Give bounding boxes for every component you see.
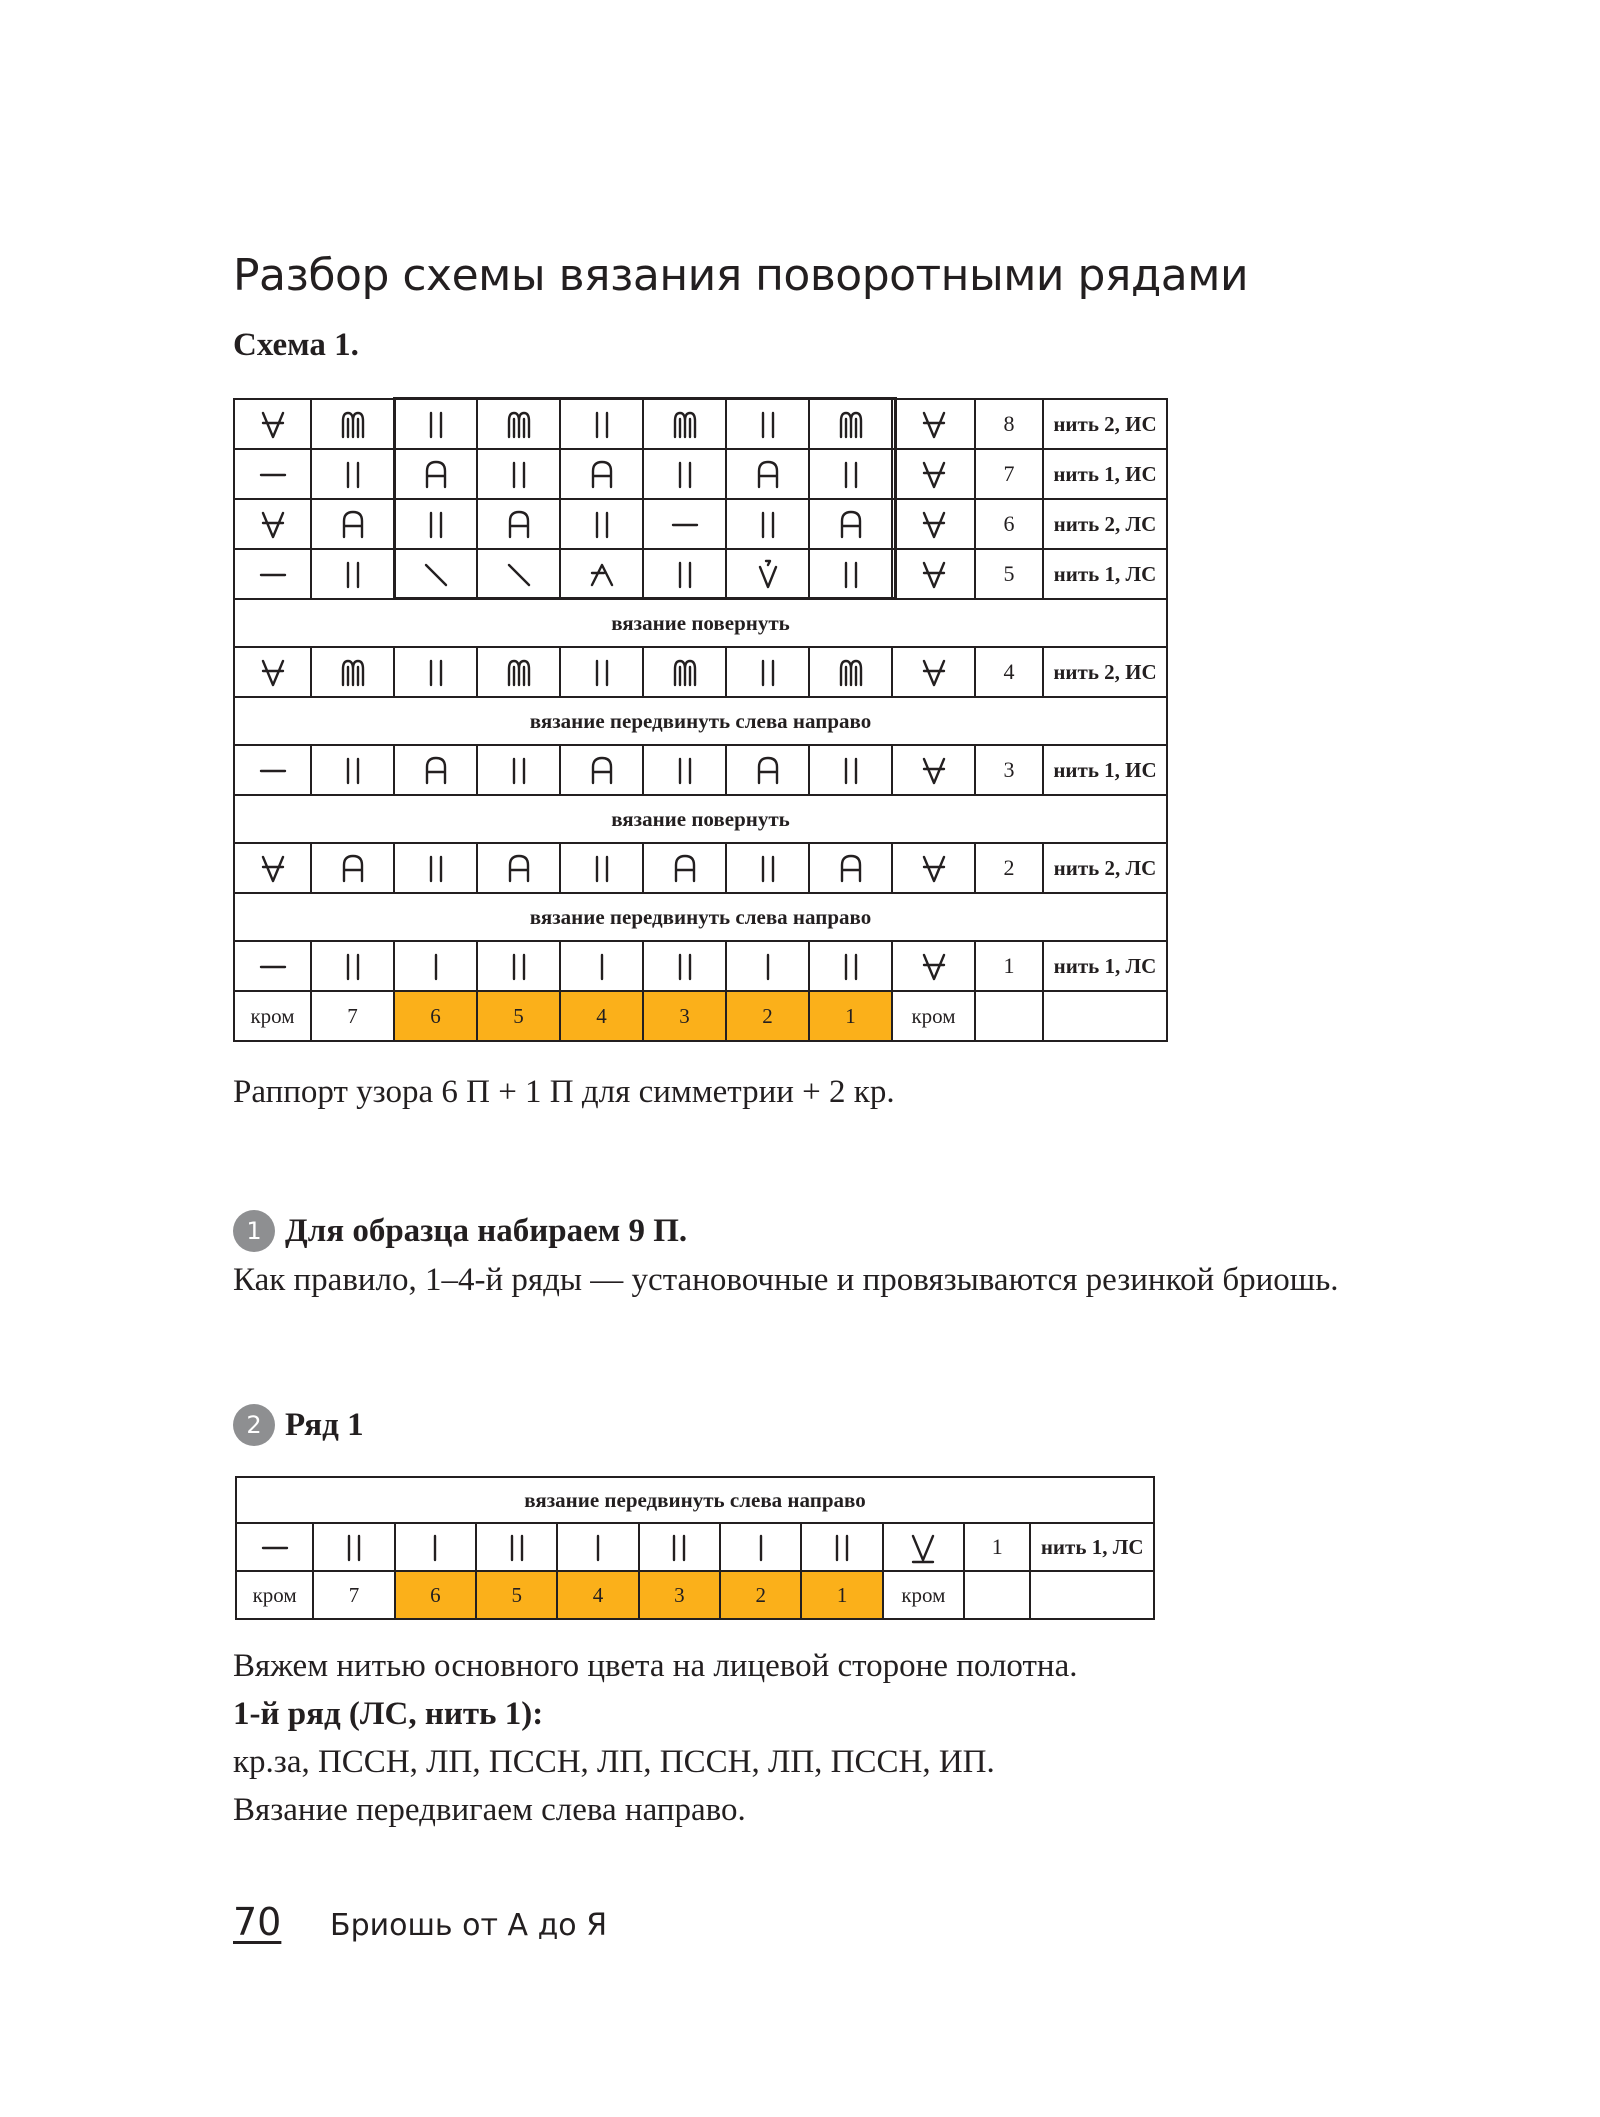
double-bar-icon [754, 655, 782, 689]
row-side-label: нить 1, ИС [1043, 449, 1167, 499]
edge-slip-stitch-icon [920, 407, 948, 441]
decrease-icon [588, 557, 616, 591]
stitch-cell [394, 647, 477, 697]
chart-row [234, 647, 1167, 697]
brioche-knit-icon [339, 507, 367, 541]
stitch-number-cell: 6 [394, 991, 477, 1041]
brioche-knit-icon [339, 851, 367, 885]
double-bar-icon [754, 507, 782, 541]
row-number: 1 [964, 1523, 1030, 1571]
stitch-cell [726, 449, 809, 499]
stitch-number-cell [1030, 1571, 1154, 1619]
double-bar-icon [340, 1530, 368, 1564]
double-bar-icon [339, 949, 367, 983]
knitting-chart-1 [233, 398, 1168, 1042]
purl-stitch-icon [259, 557, 287, 591]
stitch-cell [395, 1523, 476, 1571]
rapport-text: Раппорт узора 6 П + 1 П для симметрии + 2 кр. [233, 1074, 895, 1110]
stitch-cell [809, 647, 892, 697]
brioche-purl-icon [505, 655, 533, 689]
stitch-cell [726, 843, 809, 893]
edge-slip-stitch-icon [259, 851, 287, 885]
stitch-cell [311, 941, 394, 991]
step-1-title: Для образца набираем 9 П. [285, 1212, 688, 1249]
stitch-number-cell: 2 [720, 1571, 801, 1619]
page-number: 70 [233, 1900, 282, 1944]
stitch-cell [477, 499, 560, 549]
double-bar-icon [837, 949, 865, 983]
stitch-cell [892, 549, 975, 599]
chart-instruction: вязание повернуть [234, 599, 1167, 647]
brioche-knit-icon [671, 851, 699, 885]
stitch-cell [234, 843, 311, 893]
stitch-cell [720, 1523, 801, 1571]
stitch-cell [892, 449, 975, 499]
knit-stitch-icon [422, 949, 450, 983]
stitch-number-cell: кром [234, 991, 311, 1041]
brioche-purl-icon [837, 407, 865, 441]
stitch-cell [643, 499, 726, 549]
stitch-cell [311, 843, 394, 893]
stitch-cell [892, 399, 975, 449]
brioche-knit-icon [588, 457, 616, 491]
double-bar-icon [588, 851, 616, 885]
stitch-cell [234, 499, 311, 549]
row-number: 1 [975, 941, 1043, 991]
stitch-cell [643, 745, 726, 795]
stitch-cell [394, 399, 477, 449]
brioche-purl-icon [671, 407, 699, 441]
row-side-label: нить 2, ИС [1043, 399, 1167, 449]
knitting-chart-row-1 [235, 1476, 1155, 1620]
double-bar-icon [837, 557, 865, 591]
stitch-cell [477, 941, 560, 991]
scheme-title: Схема 1. [233, 327, 359, 363]
chart-instruction: вязание передвинуть слева направо [234, 697, 1167, 745]
chart-row [234, 843, 1167, 893]
double-bar-icon [339, 557, 367, 591]
brioche-knit-icon [422, 457, 450, 491]
chart-instruction-row [234, 697, 1167, 745]
chart-instruction-row [234, 795, 1167, 843]
stitch-cell [477, 843, 560, 893]
step-1-text: Как правило, 1–4-й ряды — установочные и провязываются резинкой бриошь. [233, 1262, 1339, 1298]
step-2-title: Ряд 1 [285, 1406, 364, 1443]
stitch-cell [892, 941, 975, 991]
stitch-number-cell: 1 [801, 1571, 882, 1619]
stitch-cell [883, 1523, 964, 1571]
row-side-label: нить 2, ЛС [1043, 499, 1167, 549]
stitch-cell [311, 499, 394, 549]
stitch-cell [892, 647, 975, 697]
stitch-cell [477, 549, 560, 599]
double-bar-icon [422, 851, 450, 885]
book-title: Бриошь от А до Я [330, 1908, 608, 1943]
brioche-knit-icon [837, 507, 865, 541]
stitch-cell [234, 647, 311, 697]
row-side-label: нить 2, ЛС [1043, 843, 1167, 893]
stitch-cell [643, 941, 726, 991]
chart-instruction: вязание повернуть [234, 795, 1167, 843]
stitch-number-cell [975, 991, 1043, 1041]
stitch-cell [809, 843, 892, 893]
stitch-cell [311, 399, 394, 449]
row-1-intro: Вяжем нитью основного цвета на лицевой стороне полотна. [233, 1648, 1078, 1684]
stitch-number-row [236, 1571, 1154, 1619]
stitch-cell [560, 941, 643, 991]
stitch-cell [394, 941, 477, 991]
edge-slip-stitch-icon [259, 507, 287, 541]
stitch-cell [311, 647, 394, 697]
stitch-cell [560, 647, 643, 697]
stitch-cell [234, 399, 311, 449]
stitch-cell [809, 449, 892, 499]
stitch-cell [643, 843, 726, 893]
edge-slip-stitch-icon [920, 949, 948, 983]
double-bar-icon [422, 407, 450, 441]
chart-instruction: вязание передвинуть слева направо [236, 1477, 1154, 1523]
double-bar-icon [828, 1530, 856, 1564]
stitch-cell [560, 843, 643, 893]
brioche-knit-icon [588, 753, 616, 787]
double-bar-icon [422, 655, 450, 689]
stitch-cell [477, 399, 560, 449]
stitch-cell [560, 449, 643, 499]
slip-stitch-icon [909, 1530, 937, 1564]
brioche-knit-icon [754, 753, 782, 787]
row-number: 7 [975, 449, 1043, 499]
stitch-cell [892, 499, 975, 549]
brioche-knit-icon [754, 457, 782, 491]
stitch-number-cell: 5 [477, 991, 560, 1041]
chart-row [234, 499, 1167, 549]
stitch-cell [726, 941, 809, 991]
row-number: 5 [975, 549, 1043, 599]
double-bar-icon [837, 753, 865, 787]
chart-row [234, 745, 1167, 795]
stitch-cell [234, 941, 311, 991]
double-bar-icon [505, 457, 533, 491]
stitch-number-cell: 5 [476, 1571, 557, 1619]
row-number: 2 [975, 843, 1043, 893]
double-bar-icon [505, 949, 533, 983]
purl-stitch-icon [259, 949, 287, 983]
brioche-purl-icon [339, 655, 367, 689]
stitch-cell [311, 549, 394, 599]
row-number: 4 [975, 647, 1043, 697]
edge-slip-stitch-icon [920, 753, 948, 787]
edge-slip-stitch-icon [920, 851, 948, 885]
edge-slip-stitch-icon [920, 655, 948, 689]
row-number: 6 [975, 499, 1043, 549]
double-bar-icon [505, 753, 533, 787]
stitch-number-cell [1043, 991, 1167, 1041]
row-side-label: нить 1, ЛС [1030, 1523, 1154, 1571]
stitch-cell [394, 745, 477, 795]
row-number: 3 [975, 745, 1043, 795]
stitch-cell [809, 941, 892, 991]
knit-stitch-icon [747, 1530, 775, 1564]
double-bar-icon [422, 507, 450, 541]
chart-instruction-row [234, 893, 1167, 941]
knit-stitch-icon [588, 949, 616, 983]
stitch-cell [234, 449, 311, 499]
chart-row [234, 549, 1167, 599]
section-title: Разбор схемы вязания поворотными рядами [233, 250, 1249, 301]
edge-slip-stitch-icon [259, 407, 287, 441]
stitch-cell [643, 449, 726, 499]
row-1-move: Вязание передвигаем слева направо. [233, 1792, 746, 1828]
brioche-purl-icon [671, 655, 699, 689]
stitch-cell [234, 745, 311, 795]
stitch-cell [557, 1523, 638, 1571]
edge-slip-stitch-icon [920, 457, 948, 491]
stitch-cell [234, 549, 311, 599]
row-side-label: нить 1, ЛС [1043, 549, 1167, 599]
brioche-purl-icon [505, 407, 533, 441]
row-number: 8 [975, 399, 1043, 449]
chart-row [234, 941, 1167, 991]
brioche-knit-icon [505, 507, 533, 541]
double-bar-icon [837, 457, 865, 491]
stitch-cell [643, 549, 726, 599]
stitch-number-cell [964, 1571, 1030, 1619]
stitch-number-cell: 4 [557, 1571, 638, 1619]
stitch-number-cell: 2 [726, 991, 809, 1041]
double-bar-icon [671, 753, 699, 787]
slash-stitch-icon [422, 557, 450, 591]
purl-stitch-icon [671, 507, 699, 541]
stitch-cell [726, 399, 809, 449]
chart-instruction: вязание передвинуть слева направо [234, 893, 1167, 941]
double-bar-icon [665, 1530, 693, 1564]
purl-stitch-icon [259, 753, 287, 787]
stitch-cell [560, 399, 643, 449]
stitch-cell [892, 745, 975, 795]
chart-row [234, 399, 1167, 449]
double-bar-icon [339, 457, 367, 491]
stitch-cell [639, 1523, 720, 1571]
stitch-cell [809, 549, 892, 599]
brioche-knit-icon [837, 851, 865, 885]
stitch-number-cell: 4 [560, 991, 643, 1041]
stitch-cell [313, 1523, 394, 1571]
knit-stitch-icon [754, 949, 782, 983]
double-bar-icon [671, 457, 699, 491]
double-bar-icon [503, 1530, 531, 1564]
stitch-cell [394, 499, 477, 549]
row-1-instructions [233, 1642, 1401, 1834]
chart-instruction-row [236, 1477, 1154, 1523]
brioche-knit-icon [422, 753, 450, 787]
stitch-cell [726, 499, 809, 549]
stitch-cell [726, 745, 809, 795]
purl-stitch-icon [259, 457, 287, 491]
stitch-number-cell: 6 [395, 1571, 476, 1619]
stitch-cell [892, 843, 975, 893]
stitch-cell [726, 647, 809, 697]
stitch-cell [809, 745, 892, 795]
knit-stitch-icon [421, 1530, 449, 1564]
purl-stitch-icon [261, 1530, 289, 1564]
row-side-label: нить 2, ИС [1043, 647, 1167, 697]
knit-stitch-icon [584, 1530, 612, 1564]
double-bar-icon [754, 407, 782, 441]
stitch-cell [311, 745, 394, 795]
stitch-cell [643, 647, 726, 697]
stitch-cell [394, 843, 477, 893]
row-side-label: нить 1, ИС [1043, 745, 1167, 795]
stitch-number-cell: 3 [639, 1571, 720, 1619]
stitch-number-cell: 1 [809, 991, 892, 1041]
brioche-purl-icon [339, 407, 367, 441]
stitch-cell [801, 1523, 882, 1571]
stitch-number-cell: кром [883, 1571, 964, 1619]
slash-stitch-icon [505, 557, 533, 591]
edge-slip-stitch-icon [259, 655, 287, 689]
stitch-cell [477, 449, 560, 499]
brioche-knit-icon [505, 851, 533, 885]
stitch-cell [394, 449, 477, 499]
stitch-cell [236, 1523, 313, 1571]
edge-slip-stitch-icon [920, 557, 948, 591]
stitch-cell [560, 745, 643, 795]
row-1-label: 1-й ряд (ЛС, нить 1): [233, 1696, 544, 1732]
stitch-cell [643, 399, 726, 449]
increase-icon [754, 557, 782, 591]
chart-row [236, 1523, 1154, 1571]
double-bar-icon [588, 407, 616, 441]
chart-instruction-row [234, 599, 1167, 647]
stitch-cell [560, 499, 643, 549]
double-bar-icon [588, 507, 616, 541]
stitch-number-cell: 7 [313, 1571, 394, 1619]
row-1-stitches: кр.за, ПССН, ЛП, ПССН, ЛП, ПССН, ЛП, ПССН, ИП. [233, 1744, 995, 1780]
row-side-label: нить 1, ЛС [1043, 941, 1167, 991]
stitch-cell [476, 1523, 557, 1571]
double-bar-icon [671, 557, 699, 591]
step-number-badge: 2 [233, 1404, 275, 1446]
brioche-purl-icon [837, 655, 865, 689]
stitch-number-cell: 7 [311, 991, 394, 1041]
stitch-cell [560, 549, 643, 599]
stitch-number-row [234, 991, 1167, 1041]
double-bar-icon [754, 851, 782, 885]
stitch-number-cell: кром [892, 991, 975, 1041]
stitch-number-cell: 3 [643, 991, 726, 1041]
edge-slip-stitch-icon [920, 507, 948, 541]
stitch-cell [809, 399, 892, 449]
double-bar-icon [671, 949, 699, 983]
step-1-heading [233, 1210, 687, 1252]
step-number-badge: 1 [233, 1210, 275, 1252]
chart-row [234, 449, 1167, 499]
stitch-cell [809, 499, 892, 549]
double-bar-icon [339, 753, 367, 787]
stitch-cell [477, 745, 560, 795]
step-2-heading [233, 1404, 364, 1446]
stitch-cell [726, 549, 809, 599]
stitch-number-cell: кром [236, 1571, 313, 1619]
stitch-cell [394, 549, 477, 599]
double-bar-icon [588, 655, 616, 689]
stitch-cell [311, 449, 394, 499]
stitch-cell [477, 647, 560, 697]
